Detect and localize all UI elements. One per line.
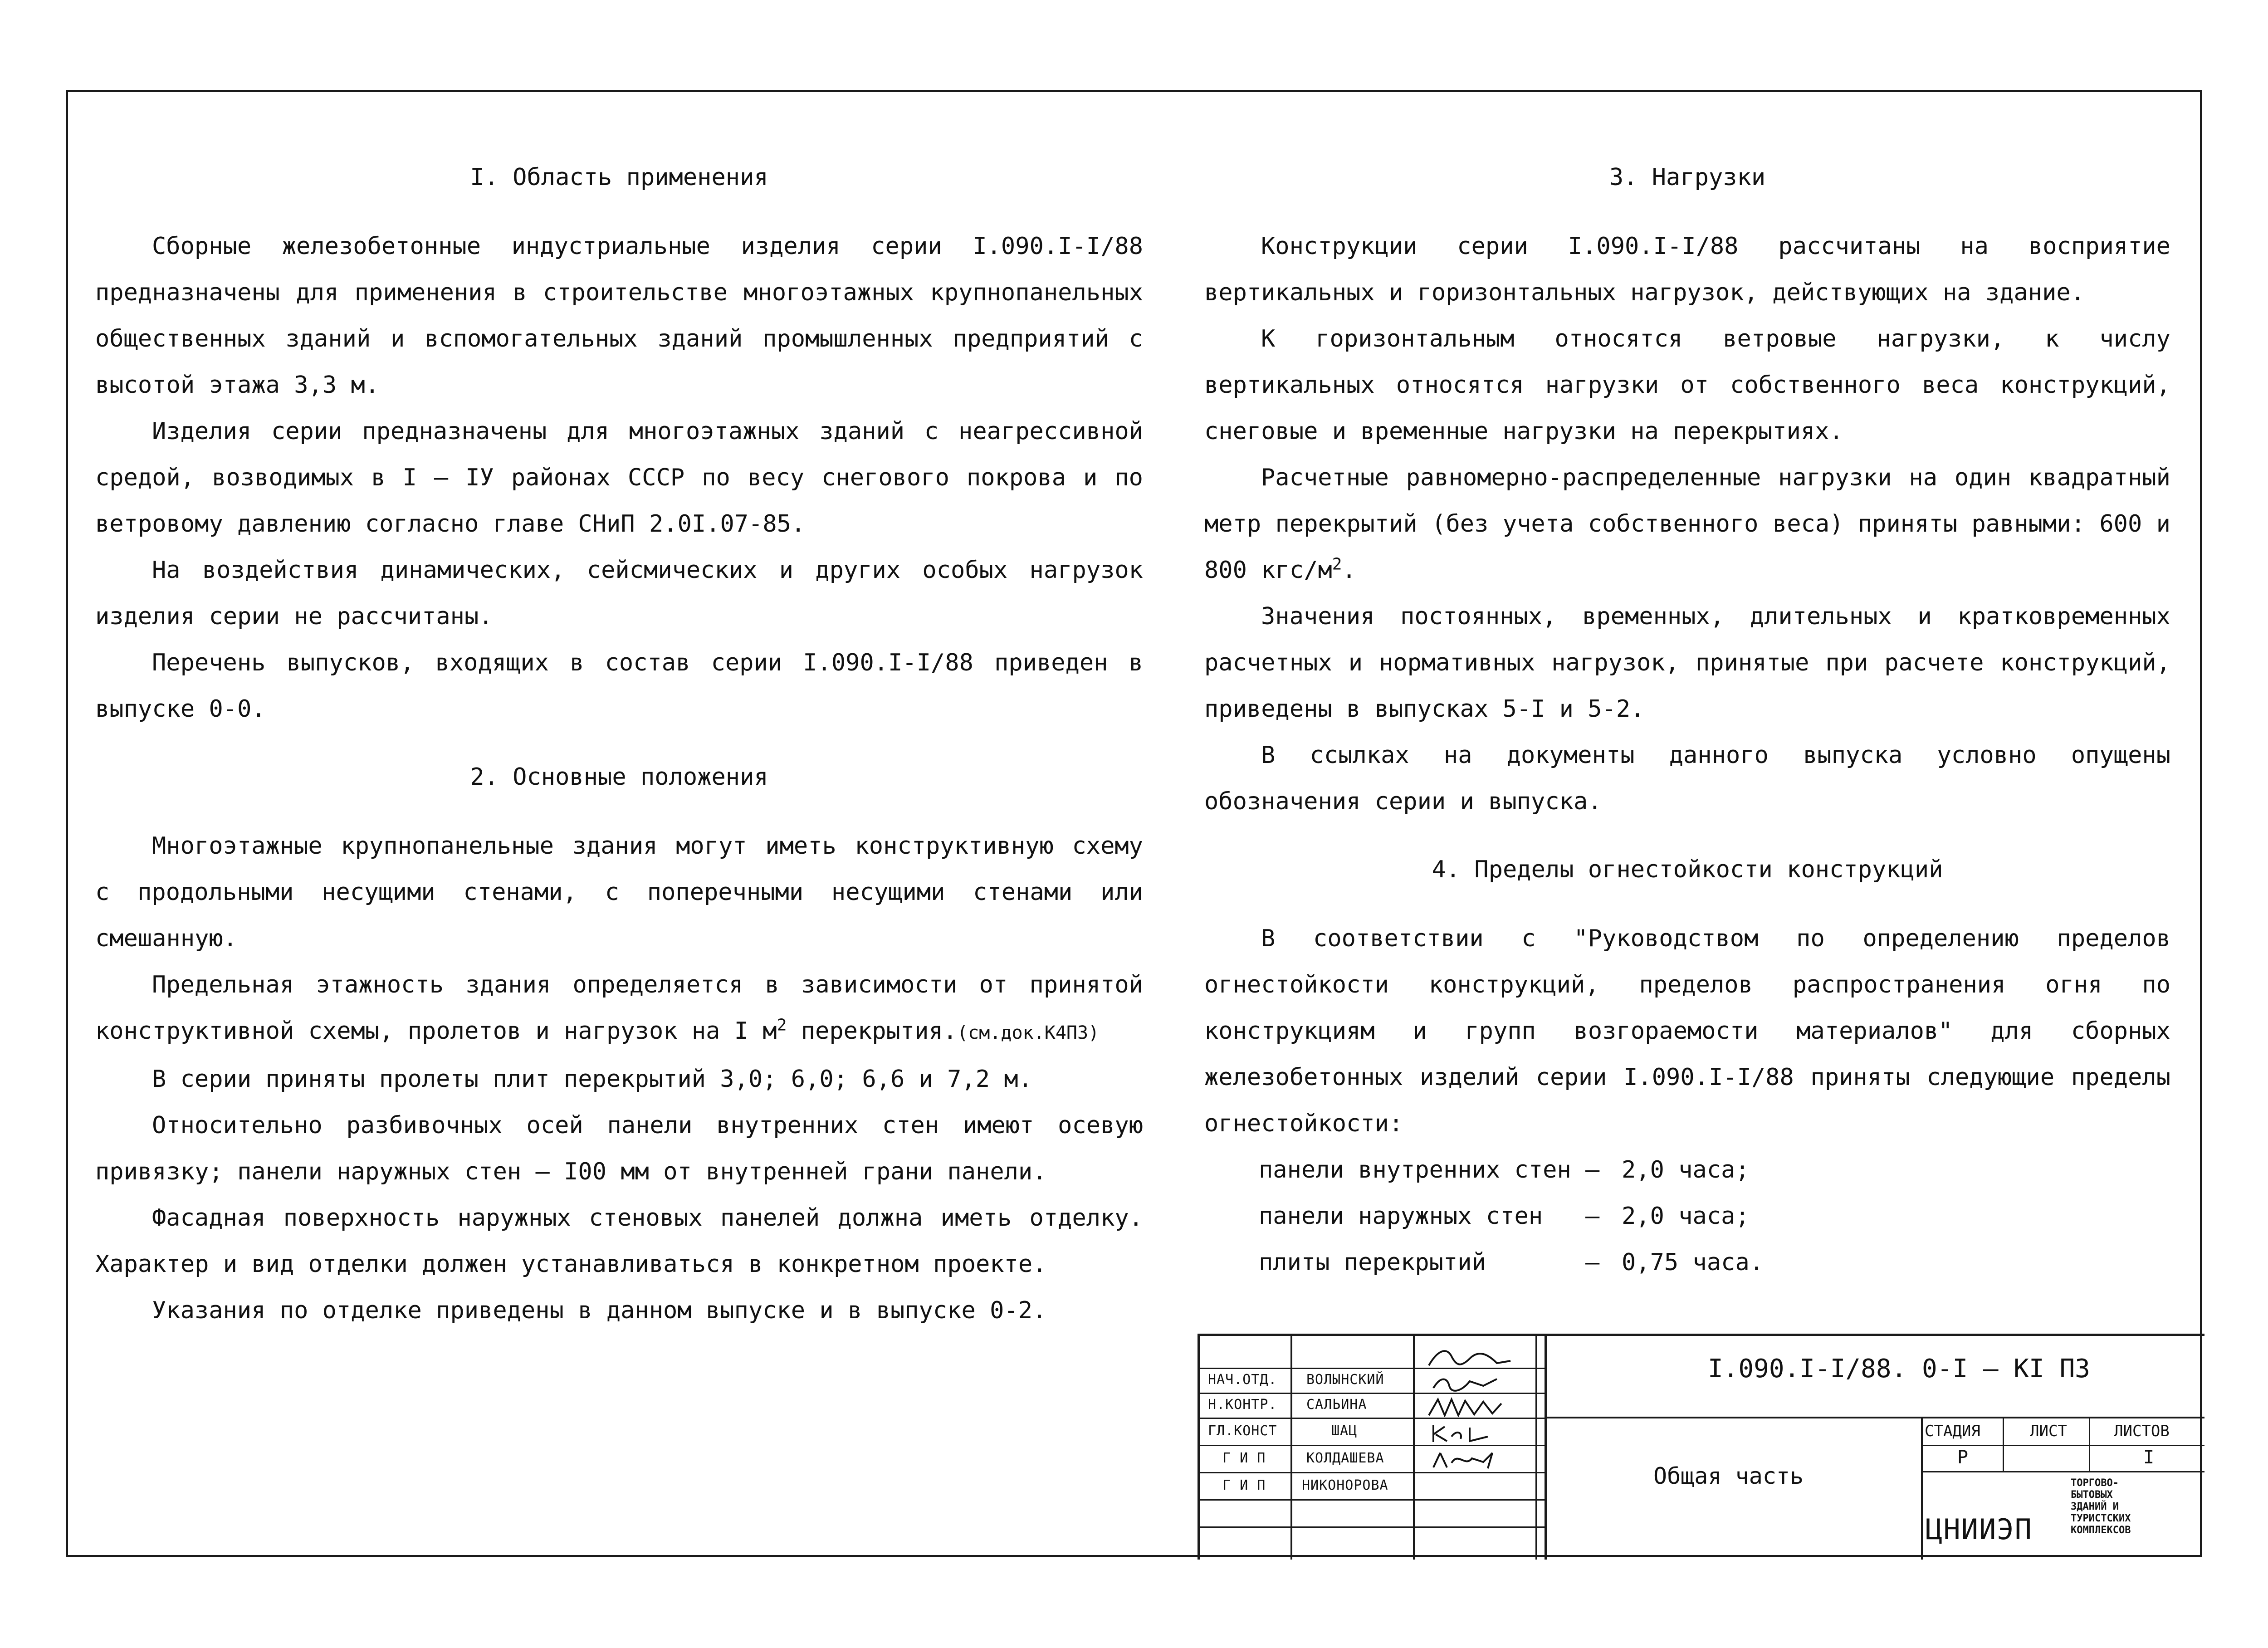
section-2-paragraph-2 <box>95 962 1143 1056</box>
sheets-value: I <box>2143 1447 2155 1468</box>
section-1-paragraph-1: Сборные железобетонные индустриальные изделия серии I.090.I-I/88 предназначены для применения в строительстве многоэтажных крупнопанельных общественных зданий и вспомогательных зданий промышленных предприятий с высотой этажа 3,3 м. <box>95 233 1143 399</box>
signature-volynsky <box>1420 1345 1529 1372</box>
role-label: Г И П <box>1222 1477 1266 1493</box>
role-label: НАЧ.ОТД. <box>1208 1372 1277 1388</box>
section-2-paragraph-1: Многоэтажные крупнопанельные здания могут иметь конструктивную схему с продольными несущими стенами, с поперечными несущими стенами или смешанную. <box>95 832 1143 952</box>
fire-dash: – <box>1585 1203 1600 1230</box>
organization-subtitle-line: ТУРИСТСКИХ <box>2071 1513 2131 1524</box>
section-3-paragraph-3 <box>1204 455 2170 593</box>
organization-subtitle <box>2071 1477 2131 1536</box>
stage-value: Р <box>1957 1447 1969 1468</box>
role-label: ГЛ.КОНСТ <box>1208 1423 1277 1439</box>
section-3-paragraph-4: Значения постоянных, временных, длительных и кратковременных расчетных и нормативных нагрузок, принятые при расчете конструкций, приведены в выпусках 5-I и 5-2. <box>1204 603 2170 723</box>
organization-subtitle-line: БЫТОВЫХ <box>2071 1489 2113 1501</box>
document-code: I.090.I-I/88. 0-I – КI ПЗ <box>1708 1354 2090 1384</box>
signer-name: САЛЬИНА <box>1306 1397 1367 1413</box>
signer-name: НИКОНОРОВА <box>1302 1477 1388 1493</box>
fire-dash: – <box>1585 1249 1600 1276</box>
section-1-paragraph-4: Перечень выпусков, входящих в состав серии I.090.I-I/88 приведен в выпуске 0-0. <box>95 649 1143 723</box>
section-3-paragraph-5: В ссылках на документы данного выпуска условно опущены обозначения серии и выпуска. <box>1204 742 2170 815</box>
fire-resistance-list <box>1204 1147 2170 1286</box>
superscript-2: 2 <box>777 1016 787 1035</box>
left-column <box>95 154 1143 1334</box>
document-reference: (см.док.К4ПЗ) <box>957 1022 1100 1043</box>
signer-name: ВОЛЫНСКИЙ <box>1306 1372 1384 1388</box>
signature-shats <box>1420 1397 1529 1417</box>
fire-item: панели внутренних стен <box>1259 1156 1571 1183</box>
signature-koldasheva <box>1420 1423 1529 1443</box>
organization-name: ЦНИИЭП <box>1926 1513 2033 1546</box>
section-2-paragraph-6: Указания по отделке приведены в данном выпуске и в выпуске 0-2. <box>152 1297 1047 1324</box>
signature-nikonorova <box>1420 1449 1529 1469</box>
section-4-paragraph-1: В соответствии с "Руководством по определению пределов огнестойкости конструкций, пределов распространения огня по конструкциям и групп возгораемости материалов" для сборных железобетонных изделий серии I.090.I-I/88 приняты следующие пределы огнестойкости: <box>1204 925 2170 1137</box>
section-2-paragraph-2-end: перекрытия. <box>787 1017 958 1045</box>
sheet-label: ЛИСТ <box>2030 1422 2067 1440</box>
section-2-paragraph-4: Относительно разбивочных осей панели внутренних стен имеют осевую привязку; панели наружных стен – I00 мм от внутренней грани панели. <box>95 1112 1143 1185</box>
title-block <box>1198 1334 2204 1560</box>
sheets-label: ЛИСТОВ <box>2114 1422 2170 1440</box>
section-1-paragraph-2: Изделия серии предназначены для многоэтажных зданий с неагрессивной средой, возводимых в I – IУ районах СССР по весу снегового покрова и по ветровому давлению согласно главе СНиП 2.0I.07-85. <box>95 418 1143 538</box>
section-4-title: 4. Пределы огнестойкости конструкций <box>1432 856 1943 883</box>
right-column <box>1204 154 2170 1286</box>
section-2-paragraph-5: Фасадная поверхность наружных стеновых панелей должна иметь отделку. Характер и вид отделки должен устанавливаться в конкретном проекте. <box>95 1204 1143 1278</box>
fire-value: 0,75 часа. <box>1622 1249 1764 1276</box>
signer-name: ШАЦ <box>1331 1423 1358 1439</box>
section-3-paragraph-1: Конструкции серии I.090.I-I/88 рассчитаны на восприятие вертикальных и горизонтальных нагрузок, действующих на здание. <box>1204 233 2170 306</box>
document-name: Общая часть <box>1653 1463 1804 1489</box>
section-2-paragraph-2-text: Предельная этажность здания определяется в зависимости от принятой конструктивной схемы, пролетов и нагрузок на I м <box>95 971 1143 1045</box>
organization-subtitle-line: ТОРГОВО- <box>2071 1477 2119 1489</box>
section-1-paragraph-3: На воздействия динамических, сейсмических и других особых нагрузок изделия серии не рассчитаны. <box>95 557 1143 630</box>
fire-item: панели наружных стен <box>1259 1203 1543 1230</box>
section-3-paragraph-2: К горизонтальным относятся ветровые нагрузки, к числу вертикальных относятся нагрузки от собственного веса конструкций, снеговые и временные нагрузки на перекрытиях. <box>1204 325 2170 445</box>
section-2-paragraph-3: В серии приняты пролеты плит перекрытий 3,0; 6,0; 6,6 и 7,2 м. <box>152 1066 1033 1093</box>
fire-dash: – <box>1585 1156 1600 1183</box>
section-3-title: 3. Нагрузки <box>1609 164 1766 191</box>
role-label: Н.КОНТР. <box>1208 1397 1277 1413</box>
fire-value: 2,0 часа; <box>1622 1203 1750 1230</box>
signature-salina <box>1420 1372 1529 1392</box>
fire-value: 2,0 часа; <box>1622 1156 1750 1183</box>
signer-name: КОЛДАШЕВА <box>1306 1450 1384 1466</box>
stage-label: СТАДИЯ <box>1925 1422 1980 1440</box>
superscript-2: 2 <box>1332 555 1342 574</box>
organization-subtitle-line: КОМПЛЕКСОВ <box>2071 1525 2131 1536</box>
role-label: Г И П <box>1222 1450 1266 1466</box>
section-3-paragraph-3-end: . <box>1342 557 1356 584</box>
section-3-paragraph-3-text: Расчетные равномерно-распределенные нагрузки на один квадратный метр перекрытий (без учета собственного веса) приняты равными: 600 и 800 кгс/м <box>1204 464 2170 584</box>
fire-item: плиты перекрытий <box>1259 1249 1486 1276</box>
organization-subtitle-line: ЗДАНИЙ И <box>2071 1501 2119 1512</box>
section-2-title: 2. Основные положения <box>470 763 768 791</box>
section-1-title: I. Область применения <box>470 164 768 191</box>
